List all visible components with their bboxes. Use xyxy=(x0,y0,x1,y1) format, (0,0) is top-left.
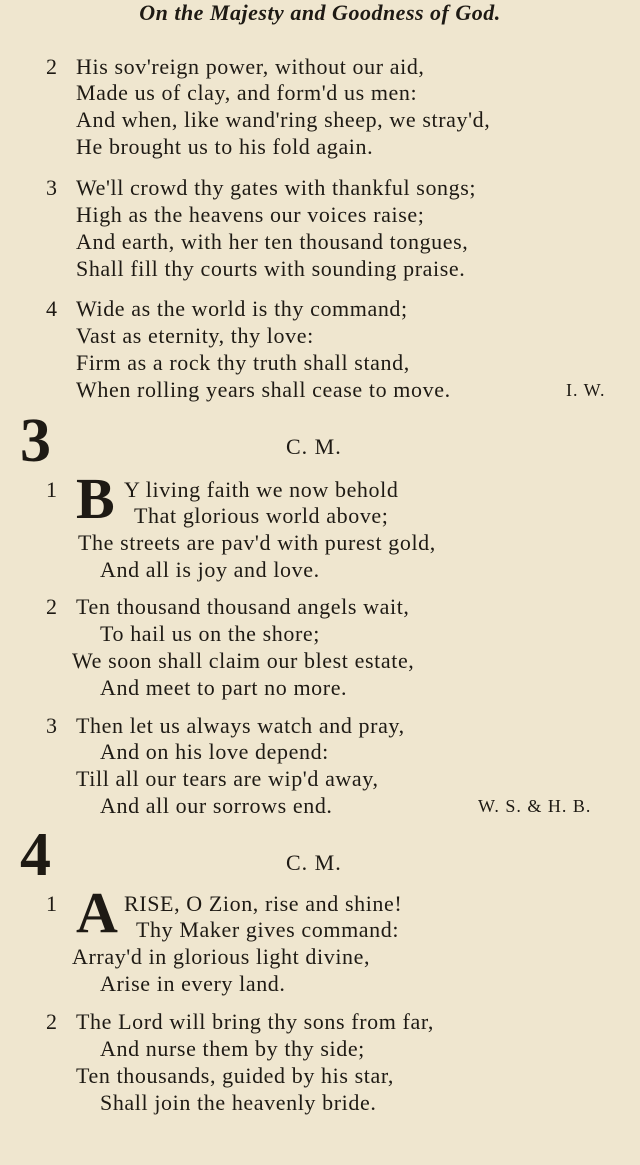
verse-line: We'll crowd thy gates with thankful songs; xyxy=(76,175,477,200)
stanza-number: 1 xyxy=(46,477,57,502)
verse-line: Ten thousands, guided by his star, xyxy=(76,1063,395,1088)
verse-line: RISE, O Zion, rise and shine! xyxy=(124,891,403,916)
verse-line: To hail us on the shore; xyxy=(100,621,320,646)
meter-label: C. M. xyxy=(286,434,342,459)
verse-line: And earth, with her ten thousand tongues, xyxy=(76,229,469,254)
verse-line: That glorious world above; xyxy=(134,503,389,528)
verse-line: Till all our tears are wip'd away, xyxy=(76,766,379,791)
stanza-number: 2 xyxy=(46,54,57,79)
hymn-number: 3 xyxy=(20,407,51,475)
verse-line: The Lord will bring thy sons from far, xyxy=(76,1009,434,1034)
stanza-number: 2 xyxy=(46,594,57,619)
meter-label: C. M. xyxy=(286,850,342,875)
verse-line: And meet to part no more. xyxy=(100,675,348,700)
verse-line: When rolling years shall cease to move. xyxy=(76,377,451,402)
stanza-number: 3 xyxy=(46,713,57,738)
hymn-number: 4 xyxy=(20,821,51,889)
stanza-number: 2 xyxy=(46,1009,57,1034)
verse-line: And all is joy and love. xyxy=(100,557,320,582)
stanza-number: 1 xyxy=(46,891,57,916)
drop-cap: A xyxy=(76,880,118,945)
stanza-number: 3 xyxy=(46,175,57,200)
verse-line: Made us of clay, and form'd us men: xyxy=(76,80,418,105)
verse-line: We soon shall claim our blest estate, xyxy=(72,648,415,673)
verse-line: Vast as eternity, thy love: xyxy=(76,323,314,348)
author-attribution: W. S. & H. B. xyxy=(478,796,592,816)
verse-line: Then let us always watch and pray, xyxy=(76,713,405,738)
author-attribution: I. W. xyxy=(566,380,606,400)
verse-line: High as the heavens our voices raise; xyxy=(76,202,425,227)
verse-line: Y living faith we now behold xyxy=(124,477,399,502)
verse-line: Thy Maker gives command: xyxy=(136,917,400,942)
verse-line: Wide as the world is thy command; xyxy=(76,296,408,321)
verse-line: And when, like wand'ring sheep, we stray'd, xyxy=(76,107,491,132)
running-head: On the Majesty and Goodness of God. xyxy=(139,0,501,25)
verse-line: Shall fill thy courts with sounding praise. xyxy=(76,256,466,281)
stanza-number: 4 xyxy=(46,296,57,321)
verse-line: He brought us to his fold again. xyxy=(76,134,374,159)
verse-line: And on his love depend: xyxy=(100,739,329,764)
verse-line: His sov'reign power, without our aid, xyxy=(76,54,425,79)
verse-line: And all our sorrows end. xyxy=(100,793,333,818)
verse-line: And nurse them by thy side; xyxy=(100,1036,365,1061)
verse-line: The streets are pav'd with purest gold, xyxy=(78,530,436,555)
verse-line: Shall join the heavenly bride. xyxy=(100,1090,377,1115)
drop-cap: B xyxy=(76,466,115,531)
verse-line: Ten thousand thousand angels wait, xyxy=(76,594,410,619)
verse-line: Firm as a rock thy truth shall stand, xyxy=(76,350,410,375)
verse-line: Arise in every land. xyxy=(100,971,286,996)
verse-line: Array'd in glorious light divine, xyxy=(72,944,371,969)
